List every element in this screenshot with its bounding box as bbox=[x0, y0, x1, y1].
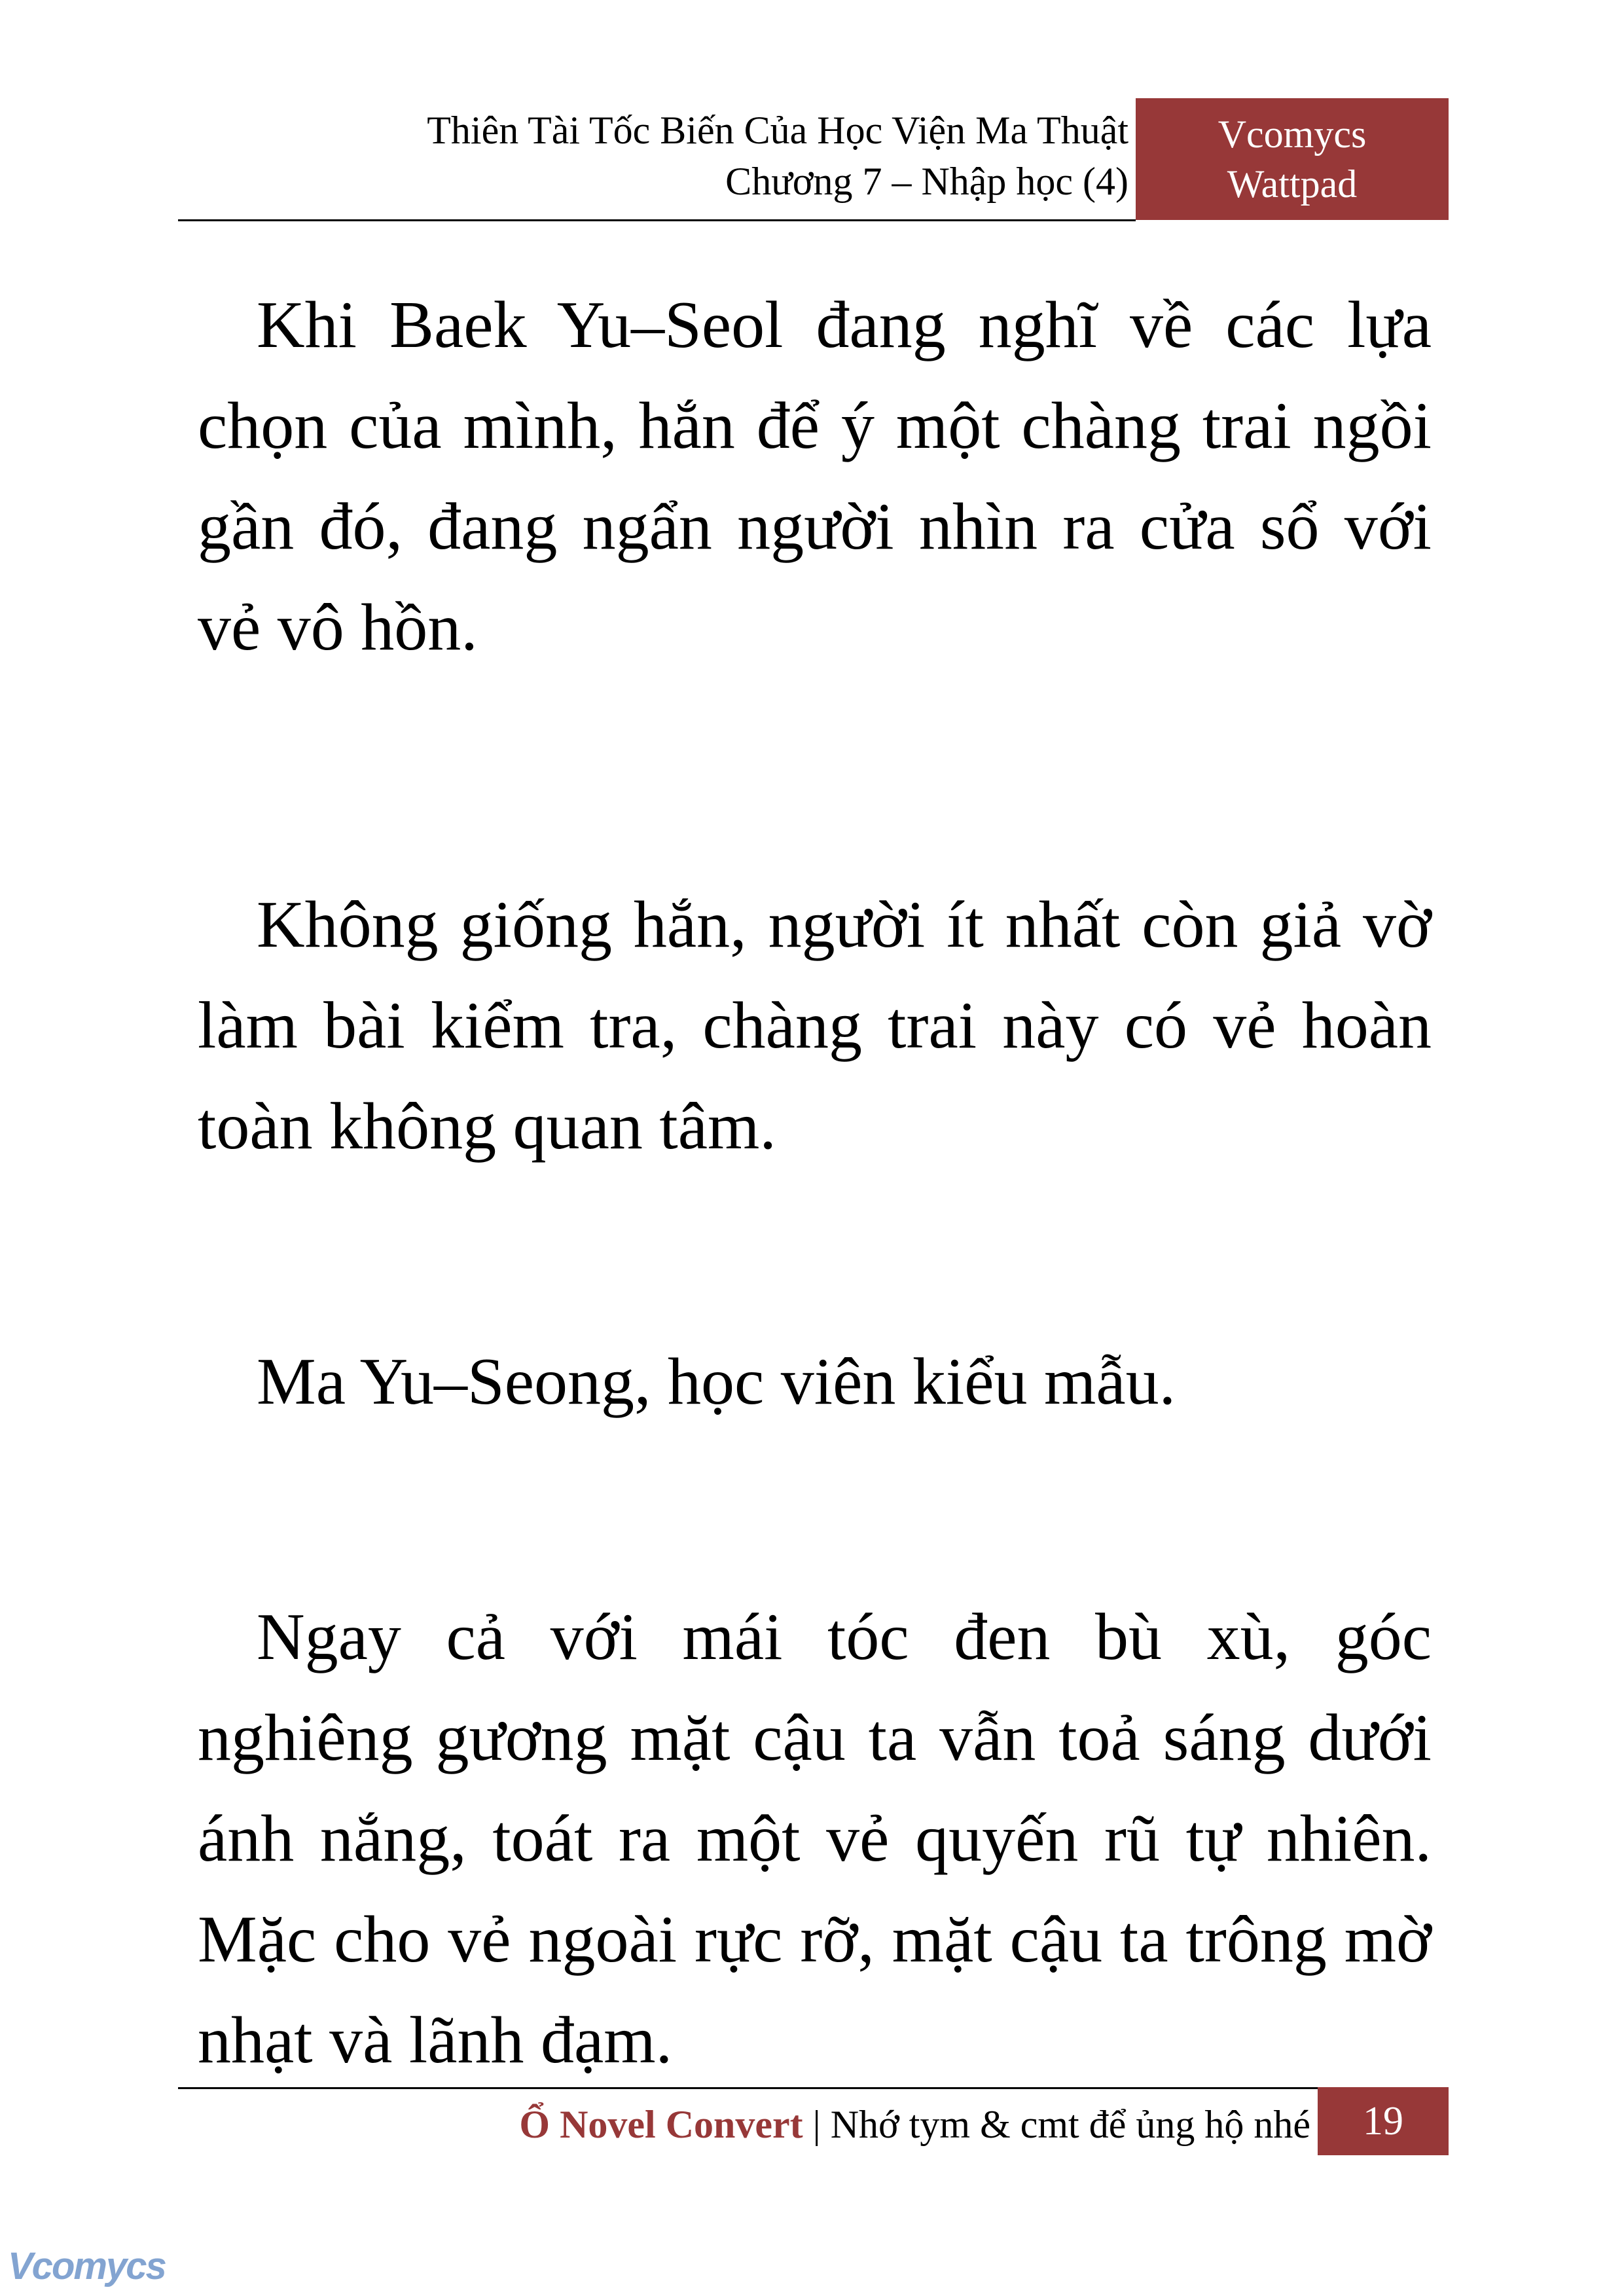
book-title: Thiên Tài Tốc Biến Của Học Viện Ma Thuật bbox=[427, 109, 1128, 152]
footer-text bbox=[178, 2094, 1310, 2155]
paragraph-4: Ngay cả với mái tóc đen bù xù, góc nghiêng gương mặt cậu ta vẫn toả sáng dưới ánh nắng, toát ra một vẻ quyến rũ tự nhiên. Mặc cho vẻ ngoài rực rỡ, mặt cậu ta trông mờ nhạt và lãnh đạm. bbox=[198, 1600, 1432, 2077]
header-brand-box bbox=[1136, 98, 1449, 220]
page-body bbox=[198, 275, 1432, 2091]
footer-separator: | bbox=[812, 2103, 821, 2146]
header-divider bbox=[178, 219, 1136, 221]
footer-brand: Ổ Novel Convert bbox=[519, 2103, 803, 2146]
running-header bbox=[178, 105, 1128, 207]
page-number: 19 bbox=[1363, 2098, 1403, 2143]
watermark-logo: Vcomycs bbox=[8, 2245, 166, 2287]
paragraph-2: Không giống hắn, người ít nhất còn giả vờ làm bài kiểm tra, chàng trai này có vẻ hoàn toàn không quan tâm. bbox=[198, 888, 1432, 1163]
page-number-box bbox=[1318, 2087, 1449, 2155]
footer-divider bbox=[178, 2087, 1318, 2089]
footer-message: Nhớ tym & cmt để ủng hộ nhé bbox=[830, 2103, 1310, 2146]
paragraph-3: Ma Yu–Seong, học viên kiểu mẫu. bbox=[257, 1345, 1176, 1419]
header-brand: Vcomycs bbox=[1218, 113, 1367, 156]
header-platform: Wattpad bbox=[1227, 162, 1358, 206]
chapter-title: Chương 7 – Nhập học (4) bbox=[725, 160, 1128, 203]
paragraph-1: Khi Baek Yu–Seol đang nghĩ về các lựa chọn của mình, hắn để ý một chàng trai ngồi gần đó, đang ngẩn người nhìn ra cửa sổ với vẻ vô hồn. bbox=[198, 288, 1432, 665]
